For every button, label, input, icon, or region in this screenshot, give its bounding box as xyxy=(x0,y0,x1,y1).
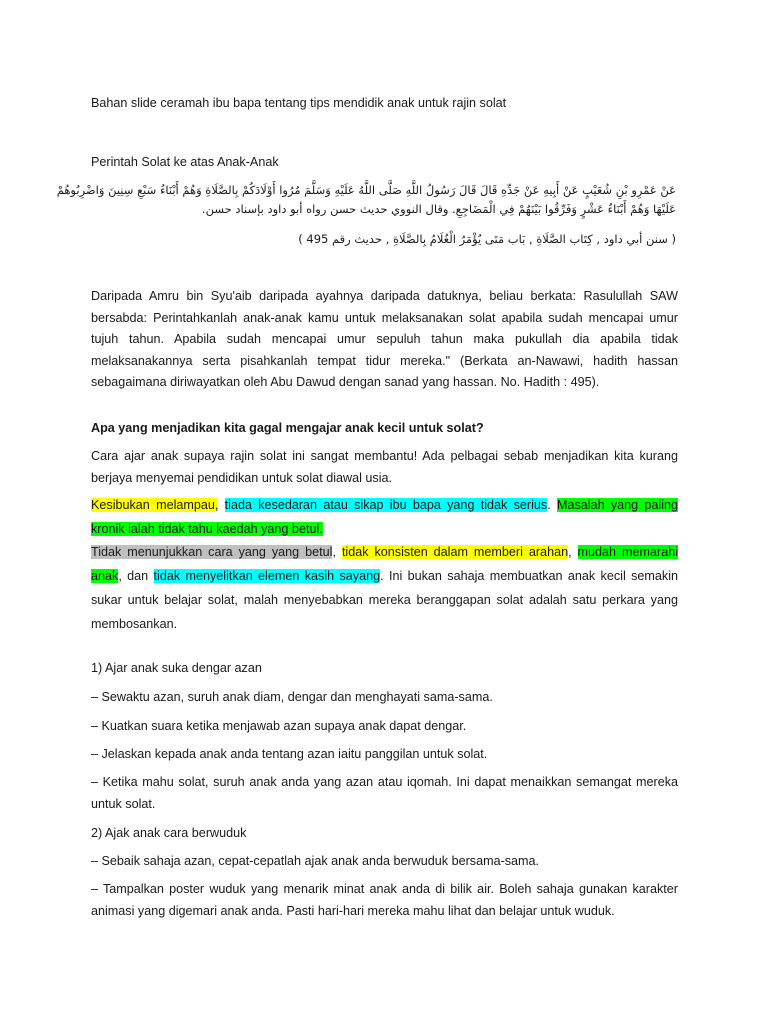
heading-gagal-mengajar: Apa yang menjadikan kita gagal mengajar anak kecil untuk solat? xyxy=(91,421,484,435)
section1-item: – Ketika mahu solat, suruh anak anda yang azan atau iqomah. Ini dapat menaikkan semangat mereka untuk solat. xyxy=(91,775,678,811)
section1-item: – Kuatkan suara ketika menjawab azan supaya anak dapat dengar. xyxy=(91,719,467,733)
highlight-mudah-memarahi: mudah memarahi anak xyxy=(91,545,679,583)
highlight-tidak-menunjukkan: Tidak menunjukkan cara yang yang betul xyxy=(91,545,333,559)
arabic-hadith-line-2: عَلَيْهَا وَهُمْ أَبْنَاءُ عَشْرٍ وَفَرِّقُوا بَيْنَهُمْ فِي الْمَضَاجِعِ. وقال النووي حديث حسن رواه أبو داود بإسناد حسن. xyxy=(201,202,676,216)
section2-title: 2) Ajak anak cara berwuduk xyxy=(91,826,247,840)
heading-perintah-solat: Perintah Solat ke atas Anak-Anak xyxy=(91,155,279,169)
arabic-hadith-reference: ( سنن أبي داود , كِتَاب الصَّلَاةِ , بَاب مَتَى يُؤْمَرُ الْغُلَامُ بِالصَّلَاةِ , حديث رقم 495 ) xyxy=(298,232,676,246)
arabic-hadith-line-1: عَنْ عَمْرِو بْنِ شُعَيْبٍ عَنْ أَبِيهِ عَنْ جَدِّهِ قَالَ قَالَ رَسُولُ اللَّهِ صَلَّى اللَّهُ عَلَيْهِ وَسَلَّمَ مُرُوا أَوْلَادَكُمْ بِالصَّلَاةِ وَهُمْ أَبْنَاءُ سَبْعِ سِنِينَ وَاضْرِبُوهُمْ xyxy=(56,183,676,197)
causes-paragraph-1: Kesibukan melampau, tiada kesedaran atau sikap ibu bapa yang tidak serius. Masalah yang paling kronik ialah tidak tahu kaedah yang betul. xyxy=(91,498,679,536)
section2-item: – Tampalkan poster wuduk yang menarik minat anak anda di bilik air. Boleh sahaja gunakan karakter animasi yang digemari anak anda. Pasti hari-hari mereka mahu lihat dan belajar untuk wuduk. xyxy=(91,882,678,918)
highlight-masalah-kronik: Masalah yang paling kronik ialah tidak tahu kaedah yang betul. xyxy=(91,498,679,536)
highlight-tidak-konsisten: tidak konsisten dalam memberi arahan xyxy=(341,545,569,559)
highlight-kesibukan: Kesibukan melampau, xyxy=(91,498,219,512)
intro-paragraph: Cara ajar anak supaya rajin solat ini sangat membantu! Ada pelbagai sebab menjadikan kita kurang berjaya menyemai pendidikan untuk solat diawal usia. xyxy=(91,449,678,485)
section1-title: 1) Ajar anak suka dengar azan xyxy=(91,661,262,675)
highlight-tiada-kesedaran: tiada kesedaran atau sikap ibu bapa yang tidak serius xyxy=(224,498,548,512)
causes-rest-text: . Ini bukan sahaja membuatkan anak kecil semakin sukar untuk belajar solat, malah menyebabkan mereka beranggapan solat adalah satu perkara yang membosankan. xyxy=(91,569,678,631)
section1-item: – Sewaktu azan, suruh anak diam, dengar dan menghayati sama-sama. xyxy=(91,690,493,704)
hadith-translation: Daripada Amru bin Syu'aib daripada ayahnya daripada datuknya, beliau berkata: Rasulullah SAW bersabda: Perintahkanlah anak-anak kamu untuk melaksanakan solat apabila sudah mencapai umur tujuh tahun. Apabila sudah mencapai umur sepuluh tahun maka pukullah dia apabila tidak melaksanakannya serta pisahkanlah tempat tidur mereka." (Berkata an-Nawawi, hadith hassan sebagaimana diriwayatkan oleh Abu Dawud dengan sanad yang hassan. No. Hadith : 495). xyxy=(91,289,678,389)
section2-item: – Sebaik sahaja azan, cepat-cepatlah ajak anak anda berwuduk bersama-sama. xyxy=(91,854,540,868)
document-title: Bahan slide ceramah ibu bapa tentang tips mendidik anak untuk rajin solat xyxy=(91,96,507,110)
section1-item: – Jelaskan kepada anak anda tentang azan iaitu panggilan untuk solat. xyxy=(91,747,488,761)
causes-paragraph-2: Tidak menunjukkan cara yang yang betul, tidak konsisten dalam memberi arahan, mudah memarahi anak, dan tidak menyelitkan elemen kasih sayang. Ini bukan sahaja membuatkan anak kecil semakin sukar untuk belajar solat, malah menyebabkan mereka beranggapan solat adalah satu perkara yang membosankan. xyxy=(91,545,679,631)
highlight-kasih-sayang: tidak menyelitkan elemen kasih sayang xyxy=(153,569,381,583)
